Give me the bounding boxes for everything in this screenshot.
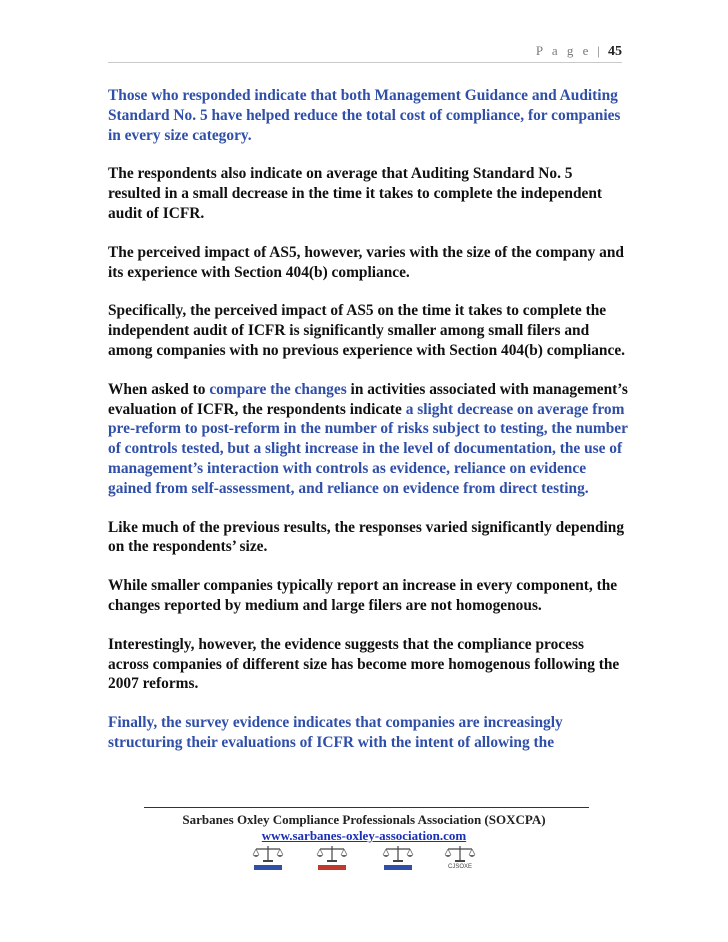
paragraph-text: in activities associated with management’s evaluation of ICFR, the respondents indicate	[108, 380, 628, 418]
footer-organization: Sarbanes Oxley Compliance Professionals Association (SOXCPA)	[182, 812, 546, 827]
paragraph-text: When asked to	[108, 380, 210, 398]
body-paragraph	[108, 713, 628, 753]
document-body	[108, 86, 628, 772]
scales-of-justice-icon	[314, 844, 350, 872]
highlighted-text: Those who responded indicate that both Management Guidance and Auditing Standard No. 5 have helped reduce the total cost of compliance, for companies in every size category.	[108, 87, 621, 144]
scales-of-justice-icon	[380, 844, 416, 872]
page-separator: |	[597, 43, 600, 58]
logo-caption	[318, 865, 346, 870]
body-paragraph	[108, 243, 628, 283]
paragraph-text: Like much of the previous results, the responses varied significantly depending on the respondents’ size.	[108, 518, 625, 556]
footer-website-link[interactable]: www.sarbanes-oxley-association.com	[261, 828, 467, 843]
paragraph-text: The perceived impact of AS5, however, varies with the size of the company and its experience with Section 404(b) compliance.	[108, 243, 624, 281]
highlighted-text: compare the changes	[209, 380, 347, 398]
paragraph-text: While smaller companies typically report an increase in every component, the changes reported by medium and large filers are not homogenous.	[108, 577, 618, 614]
logo-caption	[254, 865, 282, 870]
footer-logos	[250, 844, 480, 874]
body-paragraph	[108, 86, 628, 145]
page-label: P a g e	[535, 43, 592, 58]
body-paragraph	[108, 576, 628, 616]
scales-of-justice-icon	[442, 844, 478, 872]
highlighted-text: a slight decrease on average from pre-reform to post-reform in the number of risks subject to testing, the number of controls tested, but a slight increase in the level of documentation, the use of management’s interaction with controls as evidence, reliance on evidence gained from self-assessment, and reliance on evidence from direct testing.	[108, 400, 628, 497]
page-header	[108, 42, 622, 63]
footer-divider	[144, 807, 589, 808]
paragraph-text: Interestingly, however, the evidence suggests that the compliance process across companies of different size has become more homogenous following the 2007 reforms.	[108, 635, 620, 693]
scales-of-justice-icon	[250, 844, 286, 872]
logo-caption: CJSOXE	[447, 864, 472, 870]
logo-caption	[384, 865, 412, 870]
page-number: 45	[608, 44, 622, 59]
highlighted-text: Finally, the survey evidence indicates that companies are increasingly structuring their evaluations of ICFR with the intent of allowing the	[108, 714, 563, 751]
body-paragraph	[108, 518, 628, 558]
body-paragraph	[108, 380, 628, 499]
body-paragraph	[108, 301, 628, 360]
body-paragraph	[108, 164, 628, 223]
paragraph-text: The respondents also indicate on average that Auditing Standard No. 5 resulted in a small decrease in the time it takes to complete the independent audit of ICFR.	[108, 165, 603, 222]
paragraph-text: Specifically, the perceived impact of AS5 on the time it takes to complete the independent audit of ICFR is significantly smaller among small filers and among companies with no previous experience with Section 404(b) compliance.	[108, 302, 625, 359]
body-paragraph	[108, 635, 628, 694]
